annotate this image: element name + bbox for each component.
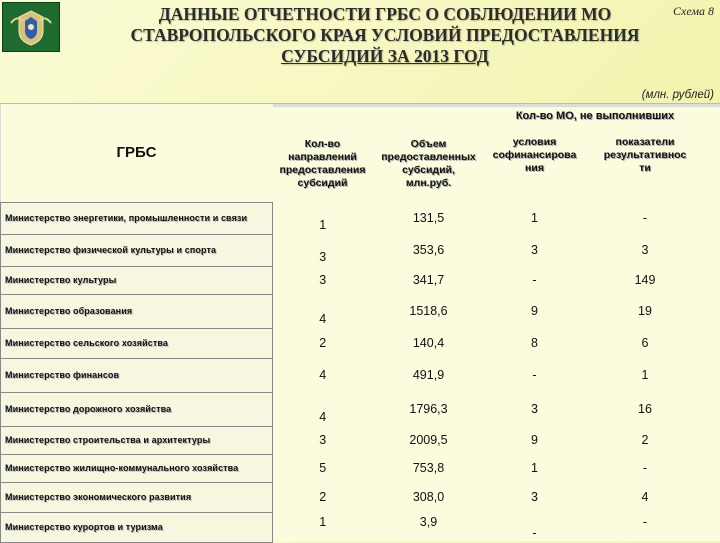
table-row bbox=[1, 392, 706, 426]
conditions-cell: 1 bbox=[531, 211, 538, 225]
table-row bbox=[1, 512, 706, 542]
count-cell: 1 bbox=[319, 218, 327, 232]
count-cell: 4 bbox=[319, 410, 327, 424]
count-cell: 4 bbox=[319, 312, 327, 326]
ministry-name: Министерство культуры bbox=[1, 266, 273, 294]
title-line-2: СТАВРОПОЛЬСКОГО КРАЯ УСЛОВИЙ ПРЕДОСТАВЛЕНИЯ bbox=[130, 25, 640, 45]
conditions-cell: - bbox=[532, 273, 537, 287]
conditions-cell: 9 bbox=[531, 433, 538, 447]
volume-cell: 753,8 bbox=[412, 461, 445, 475]
table-row bbox=[1, 454, 706, 482]
conditions-cell: 1 bbox=[531, 461, 538, 475]
header-volume-line: млн.руб. bbox=[405, 177, 452, 189]
volume-cell: 491,9 bbox=[412, 368, 445, 382]
conditions-cell: 3 bbox=[531, 243, 538, 257]
header-volume-line: предоставленных bbox=[381, 151, 476, 163]
results-cell: 6 bbox=[641, 336, 649, 350]
header-count-line: предоставления bbox=[279, 164, 366, 176]
table-row bbox=[1, 266, 706, 294]
conditions-cell: 9 bbox=[531, 304, 538, 318]
count-cell: 1 bbox=[319, 515, 327, 529]
ministry-name: Министерство финансов bbox=[1, 358, 273, 392]
volume-cell: 341,7 bbox=[412, 273, 445, 287]
conditions-cell: - bbox=[532, 368, 537, 382]
table-row bbox=[1, 234, 706, 266]
header-conditions bbox=[485, 130, 585, 202]
conditions-cell: 8 bbox=[531, 336, 538, 350]
table-row bbox=[1, 202, 706, 234]
results-cell: 149 bbox=[634, 273, 656, 287]
title-line-3: СУБСИДИЙ ЗА 2013 ГОД bbox=[281, 46, 489, 66]
header-volume-line: субсидий, bbox=[402, 164, 455, 176]
table-row bbox=[1, 482, 706, 512]
conditions-cell: - bbox=[532, 526, 537, 540]
ministry-name: Министерство физической культуры и спорта bbox=[1, 234, 273, 266]
report-table-panel bbox=[0, 103, 720, 541]
table-row bbox=[1, 358, 706, 392]
header-results-line: ти bbox=[639, 162, 651, 174]
ministry-name: Министерство строительства и архитектуры bbox=[1, 426, 273, 454]
results-cell: - bbox=[642, 211, 648, 225]
header-count bbox=[273, 104, 373, 202]
count-cell: 3 bbox=[319, 273, 327, 287]
volume-cell: 2009,5 bbox=[409, 433, 448, 447]
page-title bbox=[100, 4, 670, 67]
header-count-line: субсидий bbox=[297, 177, 348, 189]
ministry-name: Министерство образования bbox=[1, 294, 273, 328]
volume-cell: 308,0 bbox=[412, 490, 445, 504]
header-results bbox=[585, 130, 706, 202]
scheme-label: Схема 8 bbox=[672, 4, 714, 18]
header-volume bbox=[373, 104, 485, 202]
title-line-1: ДАННЫЕ ОТЧЕТНОСТИ ГРБС О СОБЛЮДЕНИИ МО bbox=[158, 4, 612, 24]
ministry-name: Министерство энергетики, промышленности и связи bbox=[1, 202, 273, 234]
header-results-line: показатели bbox=[615, 136, 675, 148]
header-count-line: Кол-во bbox=[304, 138, 341, 150]
volume-cell: 1518,6 bbox=[409, 304, 448, 318]
header-conditions-line: ния bbox=[525, 162, 544, 174]
header-conditions-line: условия bbox=[512, 136, 557, 148]
table-row bbox=[1, 328, 706, 358]
count-cell: 4 bbox=[319, 368, 327, 382]
results-cell: - bbox=[642, 515, 648, 529]
volume-cell: 131,5 bbox=[412, 211, 445, 225]
ministry-name: Министерство дорожного хозяйства bbox=[1, 392, 273, 426]
results-cell: 1 bbox=[641, 368, 649, 382]
results-cell: 3 bbox=[641, 243, 649, 257]
coat-of-arms-logo bbox=[2, 2, 60, 52]
results-cell: 19 bbox=[638, 304, 652, 318]
volume-cell: 3,9 bbox=[419, 515, 438, 529]
units-label: (млн. рублей) bbox=[641, 89, 714, 101]
ministry-name: Министерство сельского хозяйства bbox=[1, 328, 273, 358]
table-row bbox=[1, 294, 706, 328]
results-cell: 16 bbox=[638, 402, 652, 416]
volume-cell: 353,6 bbox=[412, 243, 445, 257]
header-results-line: результативнос bbox=[603, 149, 687, 161]
count-cell: 3 bbox=[319, 250, 327, 264]
volume-cell: 1796,3 bbox=[409, 402, 448, 416]
results-cell: 2 bbox=[641, 433, 649, 447]
ministry-name: Министерство курортов и туризма bbox=[1, 512, 273, 542]
ministry-name: Министерство экономического развития bbox=[1, 482, 273, 512]
report-table bbox=[0, 104, 706, 543]
count-cell: 3 bbox=[319, 433, 327, 447]
header-conditions-line: софинансирова bbox=[492, 149, 577, 161]
count-cell: 2 bbox=[319, 490, 327, 504]
ministry-name: Министерство жилищно-коммунального хозяйства bbox=[1, 454, 273, 482]
header-grbs: ГРБС bbox=[1, 104, 273, 202]
count-cell: 2 bbox=[319, 336, 327, 350]
count-cell: 5 bbox=[319, 461, 327, 475]
header-count-line: направлений bbox=[288, 151, 357, 163]
results-cell: - bbox=[642, 461, 648, 475]
conditions-cell: 3 bbox=[531, 402, 538, 416]
conditions-cell: 3 bbox=[531, 490, 538, 504]
results-cell: 4 bbox=[641, 490, 649, 504]
header-volume-line: Объем bbox=[410, 138, 447, 150]
volume-cell: 140,4 bbox=[412, 336, 445, 350]
header-mo-failed: Кол-во МО, не выполнивших bbox=[515, 110, 675, 122]
table-row bbox=[1, 426, 706, 454]
